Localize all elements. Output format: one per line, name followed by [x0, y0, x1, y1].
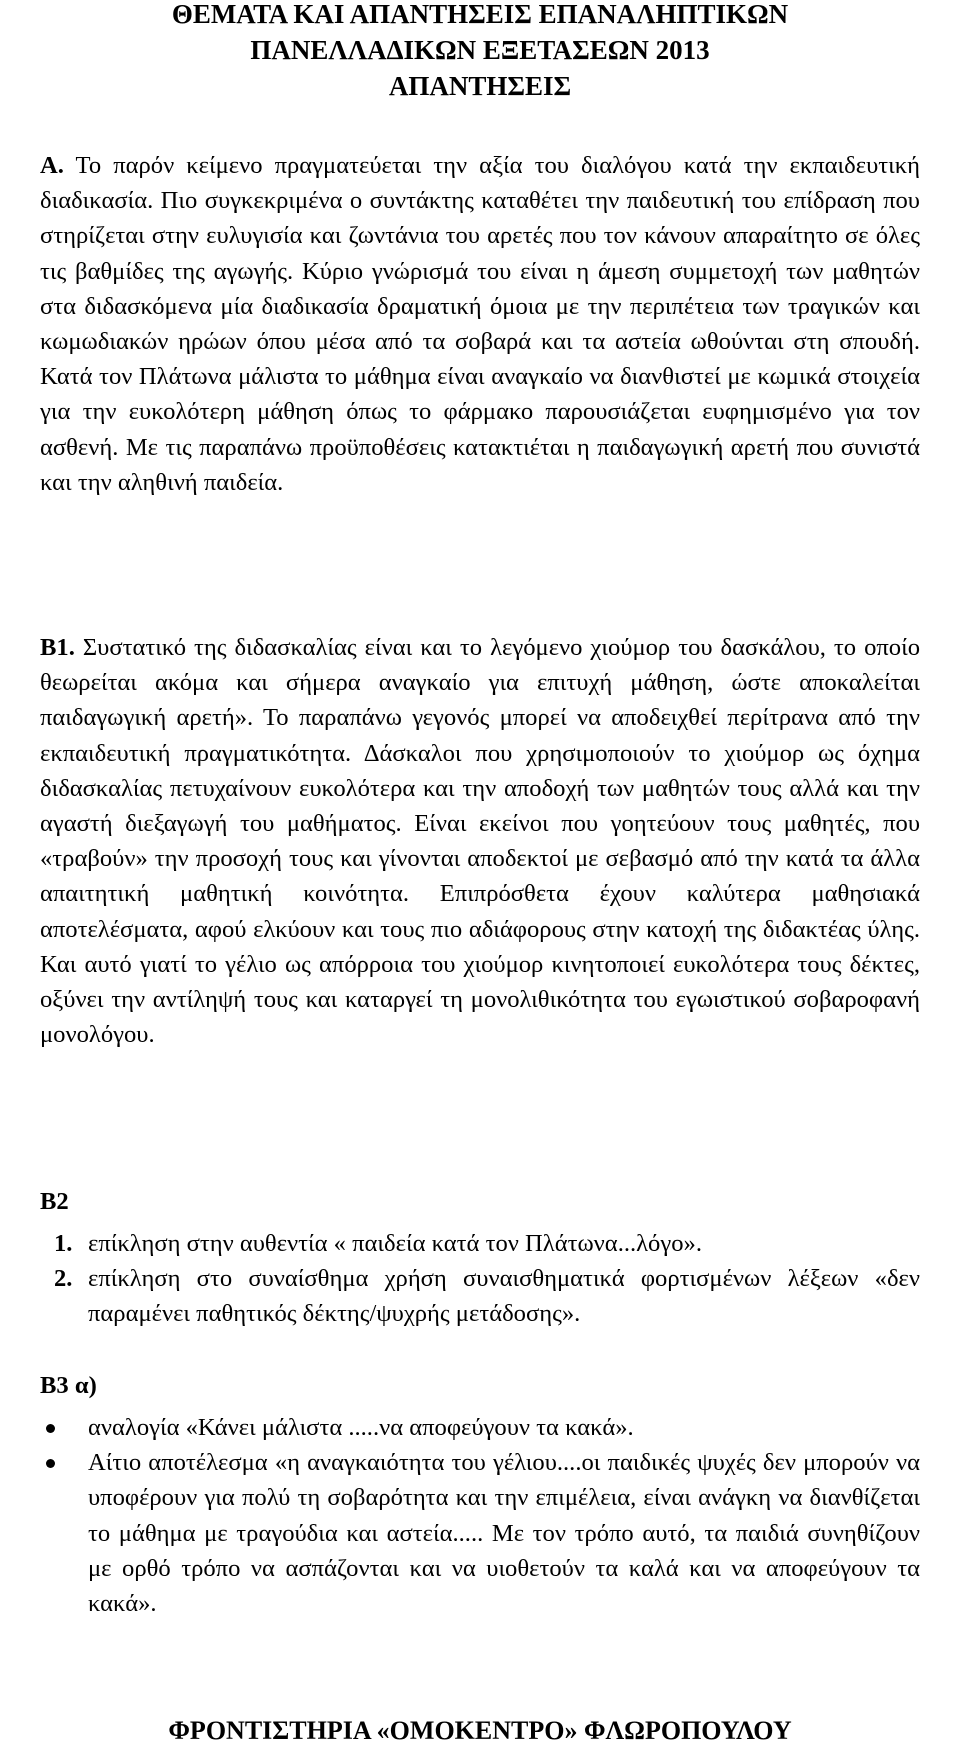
title-line-2: ΠΑΝΕΛΛΑΔΙΚΩΝ ΕΞΕΤΑΣΕΩΝ 2013	[250, 35, 710, 65]
list-item	[40, 1410, 920, 1445]
section-b3-heading: Β3 α)	[40, 1372, 97, 1399]
section-a-text: Το παρόν κείμενο πραγματεύεται την αξία του διαλόγου κατά την εκπαιδευτική διαδικασία. Πιο συγκεκριμένα ο συντάκτης καταθέτει την παιδευτική του επίδραση που στηρίζεται στην ευλυγισία και ζωντάνια του αρετές που τον κάνουν απαραίτητο σε όλες τις βαθμίδες της αγωγής. Κύριο γνώρισμά του είναι η άμεση συμμετοχή των μαθητών στα διδασκόμενα μία διαδικασία δραματική όμοια με την περιπέτεια των τραγικών και κωμωδιακών ηρώων όπου μέσα από τα σοβαρά και τα αστεία ωθούνται στη σπουδή. Κατά τον Πλάτωνα μάλιστα το μάθημα είναι αναγκαίο να διανθιστεί με κωμικά στοιχεία για την ευκολότερη μάθηση όπως το φάρμακο παρουσιάζεται ευφημισμένο για τον ασθενή. Με τις παραπάνω προϋποθέσεις κατακτιέται η παιδαγωγική αρετή που συνιστά και την αληθινή παιδεία.	[40, 152, 920, 496]
document-title	[40, 0, 920, 104]
section-b1-label: Β1.	[40, 634, 75, 661]
list-item-text: επίκληση στο συναίσθημα χρήση συναισθηματικά φορτισμένων λέξεων «δεν παραμένει παθητικός δέκτης/ψυχρής μετάδοσης».	[88, 1265, 920, 1328]
list-item	[40, 1445, 920, 1621]
bullet-icon	[46, 1459, 55, 1468]
list-item	[40, 1261, 920, 1331]
section-b2-heading: Β2	[40, 1188, 69, 1215]
section-b2-list	[40, 1226, 920, 1332]
list-item-text: αναλογία «Κάνει μάλιστα .....να αποφεύγουν τα κακά».	[88, 1414, 634, 1441]
section-a-paragraph	[40, 148, 920, 500]
section-b1-paragraph	[40, 630, 920, 1052]
section-b3-list	[40, 1410, 920, 1621]
section-b1-text: Συστατικό της διδασκαλίας είναι και το λεγόμενο χιούμορ του δασκάλου, το οποίο θεωρείται ακόμα και σήμερα αναγκαίο για επιτυχή μάθηση, ώστε αποκαλείται παιδαγωγική αρετή». Το παραπάνω γεγονός μπορεί να αποδειχθεί περίτρανα από την εκπαιδευτική πραγματικότητα. Δάσκαλοι που χρησιμοποιούν το χιούμορ ως όχημα διδασκαλίας πετυχαίνουν ευκολότερα και την αποδοχή των μαθητών τους αλλά και την αγαστή διεξαγωγή του μαθήματος. Είναι εκείνοι που γοητεύουν τους μαθητές, που «τραβούν» την προσοχή τους και γίνονται αποδεκτοί με σεβασμό από την κατά τα άλλα απαιτητική μαθητική κοινότητα. Επιπρόσθετα έχουν καλύτερα μαθησιακά αποτελέσματα, αφού ελκύουν και τους πιο αδιάφορους στην κατοχή της διδακτέας ύλης. Και αυτό γιατί το γέλιο ως απόρροια του χιούμορ κινητοποιεί ευκολότερα τους δέκτες, οξύνει την αντίληψή τους και καταργεί τη μονολιθικότητα του εγωιστικού σοβαροφανή μονολόγου.	[40, 634, 920, 1049]
list-item	[40, 1226, 920, 1261]
footer-text: ΦΡΟΝΤΙΣΤΗΡΙΑ «ΟΜΟΚΕΝΤΡΟ» ΦΛΩΡΟΠΟΥΛΟΥ	[168, 1716, 792, 1745]
list-item-text: επίκληση στην αυθεντία « παιδεία κατά τον Πλάτωνα...λόγο».	[88, 1230, 702, 1257]
list-item-text: Αίτιο αποτέλεσμα «η αναγκαιότητα του γέλιου....οι παιδικές ψυχές δεν μπορούν να υποφέρουν για πολύ τη σοβαρότητα και την επιμέλεια, είναι ανάγκη να διανθίζεται το μάθημα με τραγούδια και αστεία..... Με τον τρόπο αυτό, τα παιδιά συνηθίζουν με ορθό τρόπο να ασπάζονται και να υιοθετούν τα καλά και να αποφεύγουν τα κακά».	[88, 1449, 920, 1618]
title-line-3: ΑΠΑΝΤΗΣΕΙΣ	[388, 71, 572, 101]
list-item-number: 2.	[54, 1265, 73, 1293]
bullet-icon	[46, 1424, 55, 1433]
title-line-1: ΘΕΜΑΤΑ ΚΑΙ ΑΠΑΝΤΗΣΕΙΣ ΕΠΑΝΑΛΗΠΤΙΚΩΝ	[171, 0, 789, 29]
list-item-number: 1.	[54, 1230, 73, 1257]
section-a-label: Α.	[40, 152, 64, 179]
